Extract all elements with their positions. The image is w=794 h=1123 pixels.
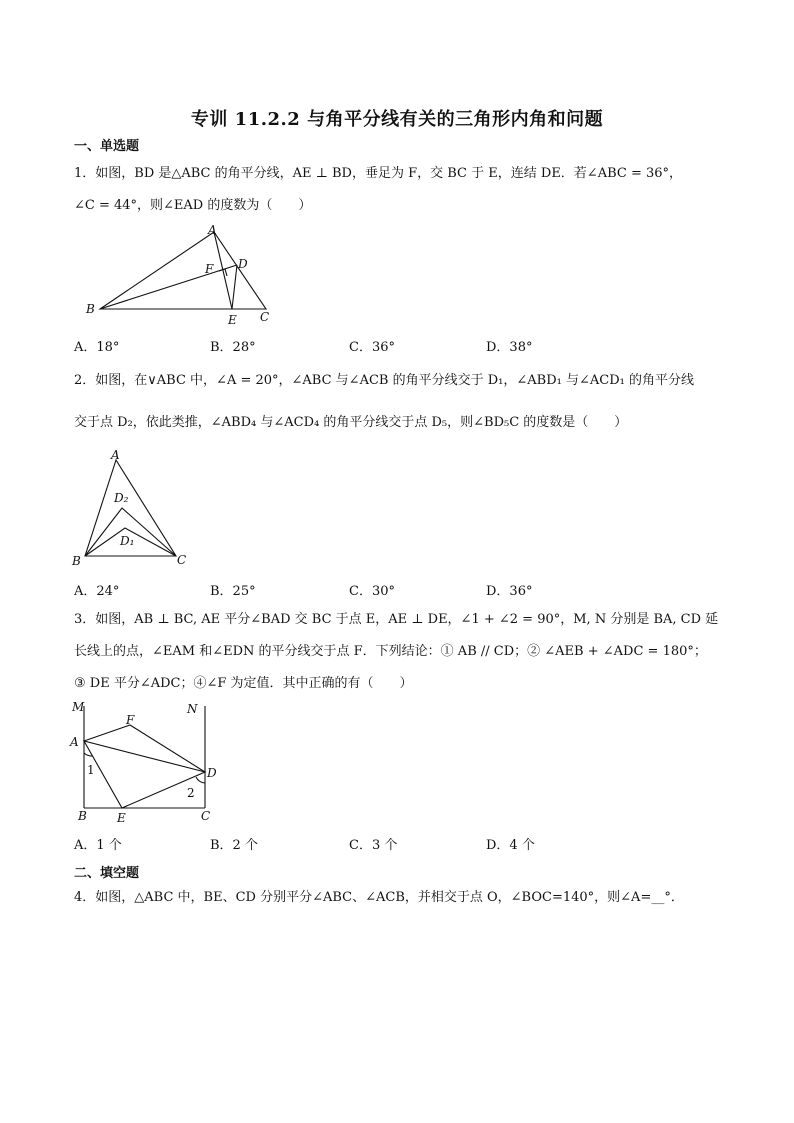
q1-label-a: A <box>208 223 217 237</box>
q2-option-b[interactable]: B．25° <box>210 584 256 599</box>
q3-label-e: E <box>117 811 126 825</box>
q2-text-line2: 交于点 D₂，依此类推，∠ABD₄ 与∠ACD₄ 的角平分线交于点 D₅，则∠BD₅C 的度数是（ ） <box>74 415 628 430</box>
q2-label-d1: D₁ <box>120 534 135 548</box>
q1-label-e: E <box>228 313 237 327</box>
q3-angle2-arc <box>196 777 205 783</box>
q1-option-a[interactable]: A．18° <box>74 340 120 355</box>
q2-label-c: C <box>177 553 187 567</box>
page-title: 专训 11.2.2 与角平分线有关的三角形内角和问题 <box>190 109 604 130</box>
q3-label-b: B <box>78 809 87 823</box>
q1-option-b[interactable]: B．28° <box>210 340 256 355</box>
q3-bisectors-f <box>84 725 205 772</box>
q3-label-m: M <box>72 700 85 714</box>
q3-option-d[interactable]: D．4 个 <box>486 838 535 853</box>
q1-label-b: B <box>86 302 95 316</box>
q2-option-a[interactable]: A．24° <box>74 584 120 599</box>
q3-option-a[interactable]: A．1 个 <box>74 838 122 853</box>
q3-label-n: N <box>187 702 198 716</box>
q2-label-d2: D₂ <box>114 491 129 505</box>
q1-label-c: C <box>260 310 270 324</box>
q3-figure <box>66 698 226 826</box>
q3-text-line2: 长线上的点，∠EAM 和∠EDN 的平分线交于点 F．下列结论：① AB // CD；② ∠AEB + ∠ADC = 180°； <box>74 644 707 659</box>
q1-label-f: F <box>205 262 214 276</box>
q2-label-a: A <box>111 448 120 462</box>
q2-figure <box>70 446 195 570</box>
q1-figure <box>80 222 280 330</box>
q1-segment-de <box>232 265 237 309</box>
q1-text-line2: ∠C = 44°，则∠EAD 的度数为（ ） <box>74 198 312 213</box>
q3-label-d: D <box>207 766 217 780</box>
section-heading-single-choice: 一、单选题 <box>74 139 140 154</box>
q1-option-c[interactable]: C．36° <box>349 340 395 355</box>
q3-label-c: C <box>201 809 211 823</box>
q3-options <box>74 834 694 853</box>
q4-text-line1: 4．如图，△ABC 中，BE、CD 分别平分∠ABC、∠ACB，并相交于点 O，∠BOC=140°，则∠A=__°． <box>74 890 684 905</box>
q1-options <box>74 336 694 355</box>
q3-text-line3: ③ DE 平分∠ADC；④∠F 为定值．其中正确的有（ ） <box>74 676 413 691</box>
q1-option-d[interactable]: D．38° <box>486 340 533 355</box>
q1-label-d: D <box>238 257 248 271</box>
q1-text-line1: 1．如图，BD 是△ABC 的角平分线，AE ⊥ BD，垂足为 F，交 BC 于 E，连结 DE．若∠ABC = 36°， <box>74 166 683 181</box>
q3-text-line1: 3．如图，AB ⊥ BC, AE 平分∠BAD 交 BC 于点 E，AE ⊥ DE，∠1 + ∠2 = 90°，M, N 分别是 BA, CD 延 <box>74 612 719 627</box>
q3-label-angle1: 1 <box>87 763 95 777</box>
q2-option-c[interactable]: C．30° <box>349 584 395 599</box>
q2-options <box>74 580 694 599</box>
q1-segment-bd <box>100 265 237 309</box>
q2-text-line1: 2．如图，在∨ABC 中，∠A = 20°，∠ABC 与∠ACB 的角平分线交于 D₁，∠ABD₁ 与∠ACD₁ 的角平分线 <box>74 373 694 388</box>
q3-label-angle2: 2 <box>187 786 195 800</box>
section-heading-fill-blank: 二、填空题 <box>74 866 140 881</box>
q3-label-f: F <box>126 713 135 727</box>
q3-label-a: A <box>70 735 79 749</box>
q3-option-b[interactable]: B．2 个 <box>210 838 258 853</box>
q1-segment-ae <box>214 232 232 309</box>
q3-option-c[interactable]: C．3 个 <box>349 838 398 853</box>
q2-label-b: B <box>72 554 81 568</box>
q2-option-d[interactable]: D．36° <box>486 584 533 599</box>
